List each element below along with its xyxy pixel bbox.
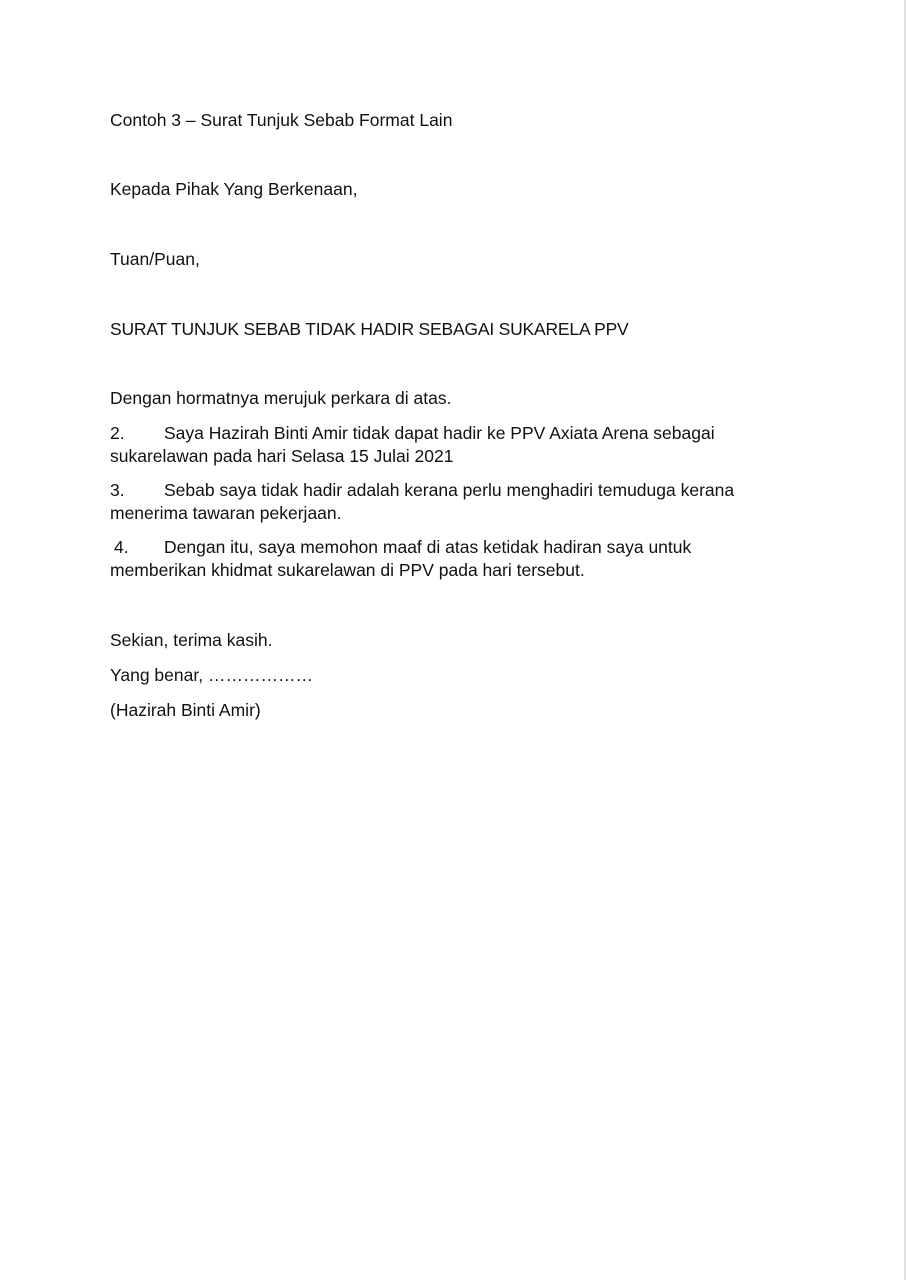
paragraph-number: 2. [110,423,125,443]
paragraph-text-continued: menerima tawaran pekerjaan. [110,503,342,523]
document-heading: Contoh 3 – Surat Tunjuk Sebab Format Lain [110,110,453,130]
paragraph-text: Sebab saya tidak hadir adalah kerana perlu menghadiri temuduga kerana [164,480,735,500]
paragraph-number: 3. [110,480,125,500]
sign-off: Yang benar, ……………… [110,665,313,685]
closing-line: Sekian, terima kasih. [110,630,273,650]
paragraph-4 [110,536,790,582]
paragraph-text: Saya Hazirah Binti Amir tidak dapat hadir ke PPV Axiata Arena sebagai [164,423,715,443]
paragraph-text-continued: sukarelawan pada hari Selasa 15 Julai 2021 [110,446,454,466]
paragraph-3 [110,479,790,525]
paragraph-text: Dengan itu, saya memohon maaf di atas ketidak hadiran saya untuk [164,537,692,557]
salutation: Tuan/Puan, [110,249,200,269]
paragraph-text-continued: memberikan khidmat sukarelawan di PPV pada hari tersebut. [110,560,585,580]
recipient-line: Kepada Pihak Yang Berkenaan, [110,179,358,199]
paragraph-number: 4. [114,537,129,557]
signature-name: (Hazirah Binti Amir) [110,700,261,720]
paragraph-2 [110,422,790,468]
opening-line: Dengan hormatnya merujuk perkara di atas. [110,388,452,408]
letter-subject: SURAT TUNJUK SEBAB TIDAK HADIR SEBAGAI SUKARELA PPV [110,319,629,339]
